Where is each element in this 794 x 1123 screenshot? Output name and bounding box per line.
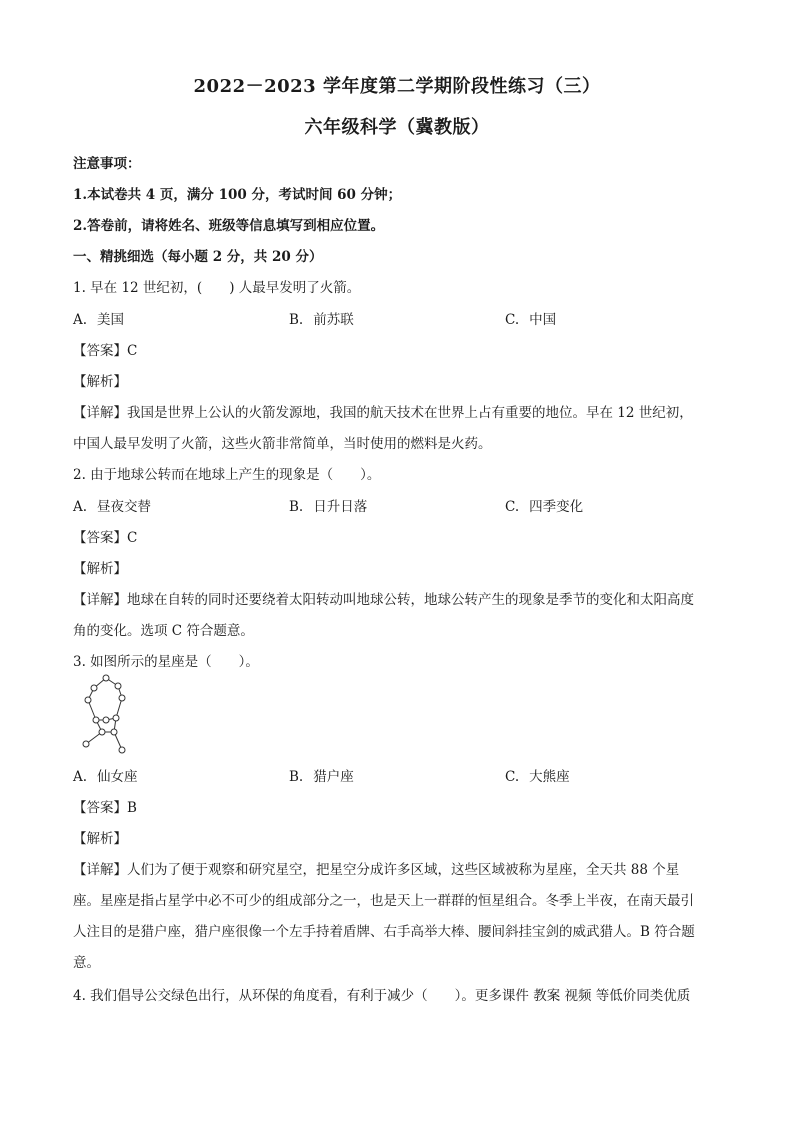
exam-subtitle: 六年级科学（冀教版） bbox=[304, 117, 490, 138]
question-1-detail-line-2: 中国人最早发明了火箭，这些火箭非常简单，当时使用的燃料是火药。 bbox=[73, 436, 492, 452]
question-1-option-b: B. 前苏联 bbox=[289, 312, 354, 328]
question-1-option-a: A. 美国 bbox=[73, 312, 125, 328]
question-1-detail-line-1: 【详解】我国是世界上公认的火箭发源地，我国的航天技术在世界上占有重要的地位。早在 12 世纪初， bbox=[73, 405, 693, 421]
constellation-star bbox=[115, 683, 121, 689]
question-4-stem: 4. 我们倡导公交绿色出行，从环保的角度看，有利于减少（ ）。更多课件 教案 视频 等低价同类优质 bbox=[73, 988, 691, 1004]
constellation-star bbox=[103, 717, 109, 723]
question-3-option-c: C. 大熊座 bbox=[505, 769, 570, 785]
question-3-detail-line-1: 【详解】人们为了便于观察和研究星空，把星空分成许多区域，这些区域被称为星座，全天共 88 个星 bbox=[73, 862, 680, 878]
question-2-analysis: 【解析】 bbox=[73, 561, 127, 577]
question-3-option-a: A. 仙女座 bbox=[73, 769, 138, 785]
constellation-star bbox=[93, 717, 99, 723]
constellation-star bbox=[85, 697, 91, 703]
constellation-star bbox=[119, 747, 125, 753]
question-2-option-b: B. 日升日落 bbox=[289, 499, 368, 515]
question-3-stem: 3. 如图所示的星座是（ ）。 bbox=[73, 654, 259, 670]
question-2-detail-line-2: 角的变化。选项 C 符合题意。 bbox=[73, 623, 254, 639]
question-3-option-b: B. 猎户座 bbox=[289, 769, 354, 785]
notes-heading: 注意事项： bbox=[73, 156, 141, 172]
constellation-star bbox=[83, 741, 89, 747]
question-1-answer: 【答案】C bbox=[73, 343, 138, 359]
question-1-analysis: 【解析】 bbox=[73, 374, 127, 390]
constellation-star bbox=[113, 715, 119, 721]
question-2-stem: 2. 由于地球公转而在地球上产生的现象是（ ）。 bbox=[73, 467, 381, 483]
question-3-detail-line-2: 座。星座是指占星学中必不可少的组成部分之一，也是天上一群群的恒星组合。冬季上半夜，在南天最引 bbox=[73, 893, 694, 909]
notes-item-2: 2.答卷前，请将姓名、班级等信息填写到相应位置。 bbox=[73, 218, 385, 234]
question-2-option-a: A. 昼夜交替 bbox=[73, 499, 152, 515]
exam-title: 2022－2023 学年度第二学期阶段性练习（三） bbox=[193, 76, 601, 97]
constellation-star bbox=[119, 695, 125, 701]
notes-item-1: 1.本试卷共 4 页，满分 100 分，考试时间 60 分钟； bbox=[73, 187, 402, 203]
question-3-analysis: 【解析】 bbox=[73, 831, 127, 847]
constellation-star bbox=[91, 685, 97, 691]
question-2-answer: 【答案】C bbox=[73, 530, 138, 546]
question-3-answer: 【答案】B bbox=[73, 800, 137, 816]
question-2-detail-line-1: 【详解】地球在自转的同时还要绕着太阳转动叫地球公转，地球公转产生的现象是季节的变化和太阳高度 bbox=[73, 592, 694, 608]
constellation-star bbox=[99, 729, 105, 735]
constellation-star bbox=[111, 729, 117, 735]
question-1-stem: 1. 早在 12 世纪初，( ) 人最早发明了火箭。 bbox=[73, 280, 361, 296]
question-2-option-c: C. 四季变化 bbox=[505, 499, 584, 515]
constellation-figure bbox=[76, 672, 136, 758]
section-heading: 一、精挑细选（每小题 2 分，共 20 分） bbox=[73, 249, 323, 265]
question-1-option-c: C. 中国 bbox=[505, 312, 557, 328]
question-3-detail-line-4: 意。 bbox=[73, 955, 100, 971]
constellation-star bbox=[103, 675, 109, 681]
question-3-detail-line-3: 人注目的是猎户座，猎户座很像一个左手持着盾牌、右手高举大棒、腰间斜挂宝剑的威武猎人。B 符合题 bbox=[73, 924, 695, 940]
